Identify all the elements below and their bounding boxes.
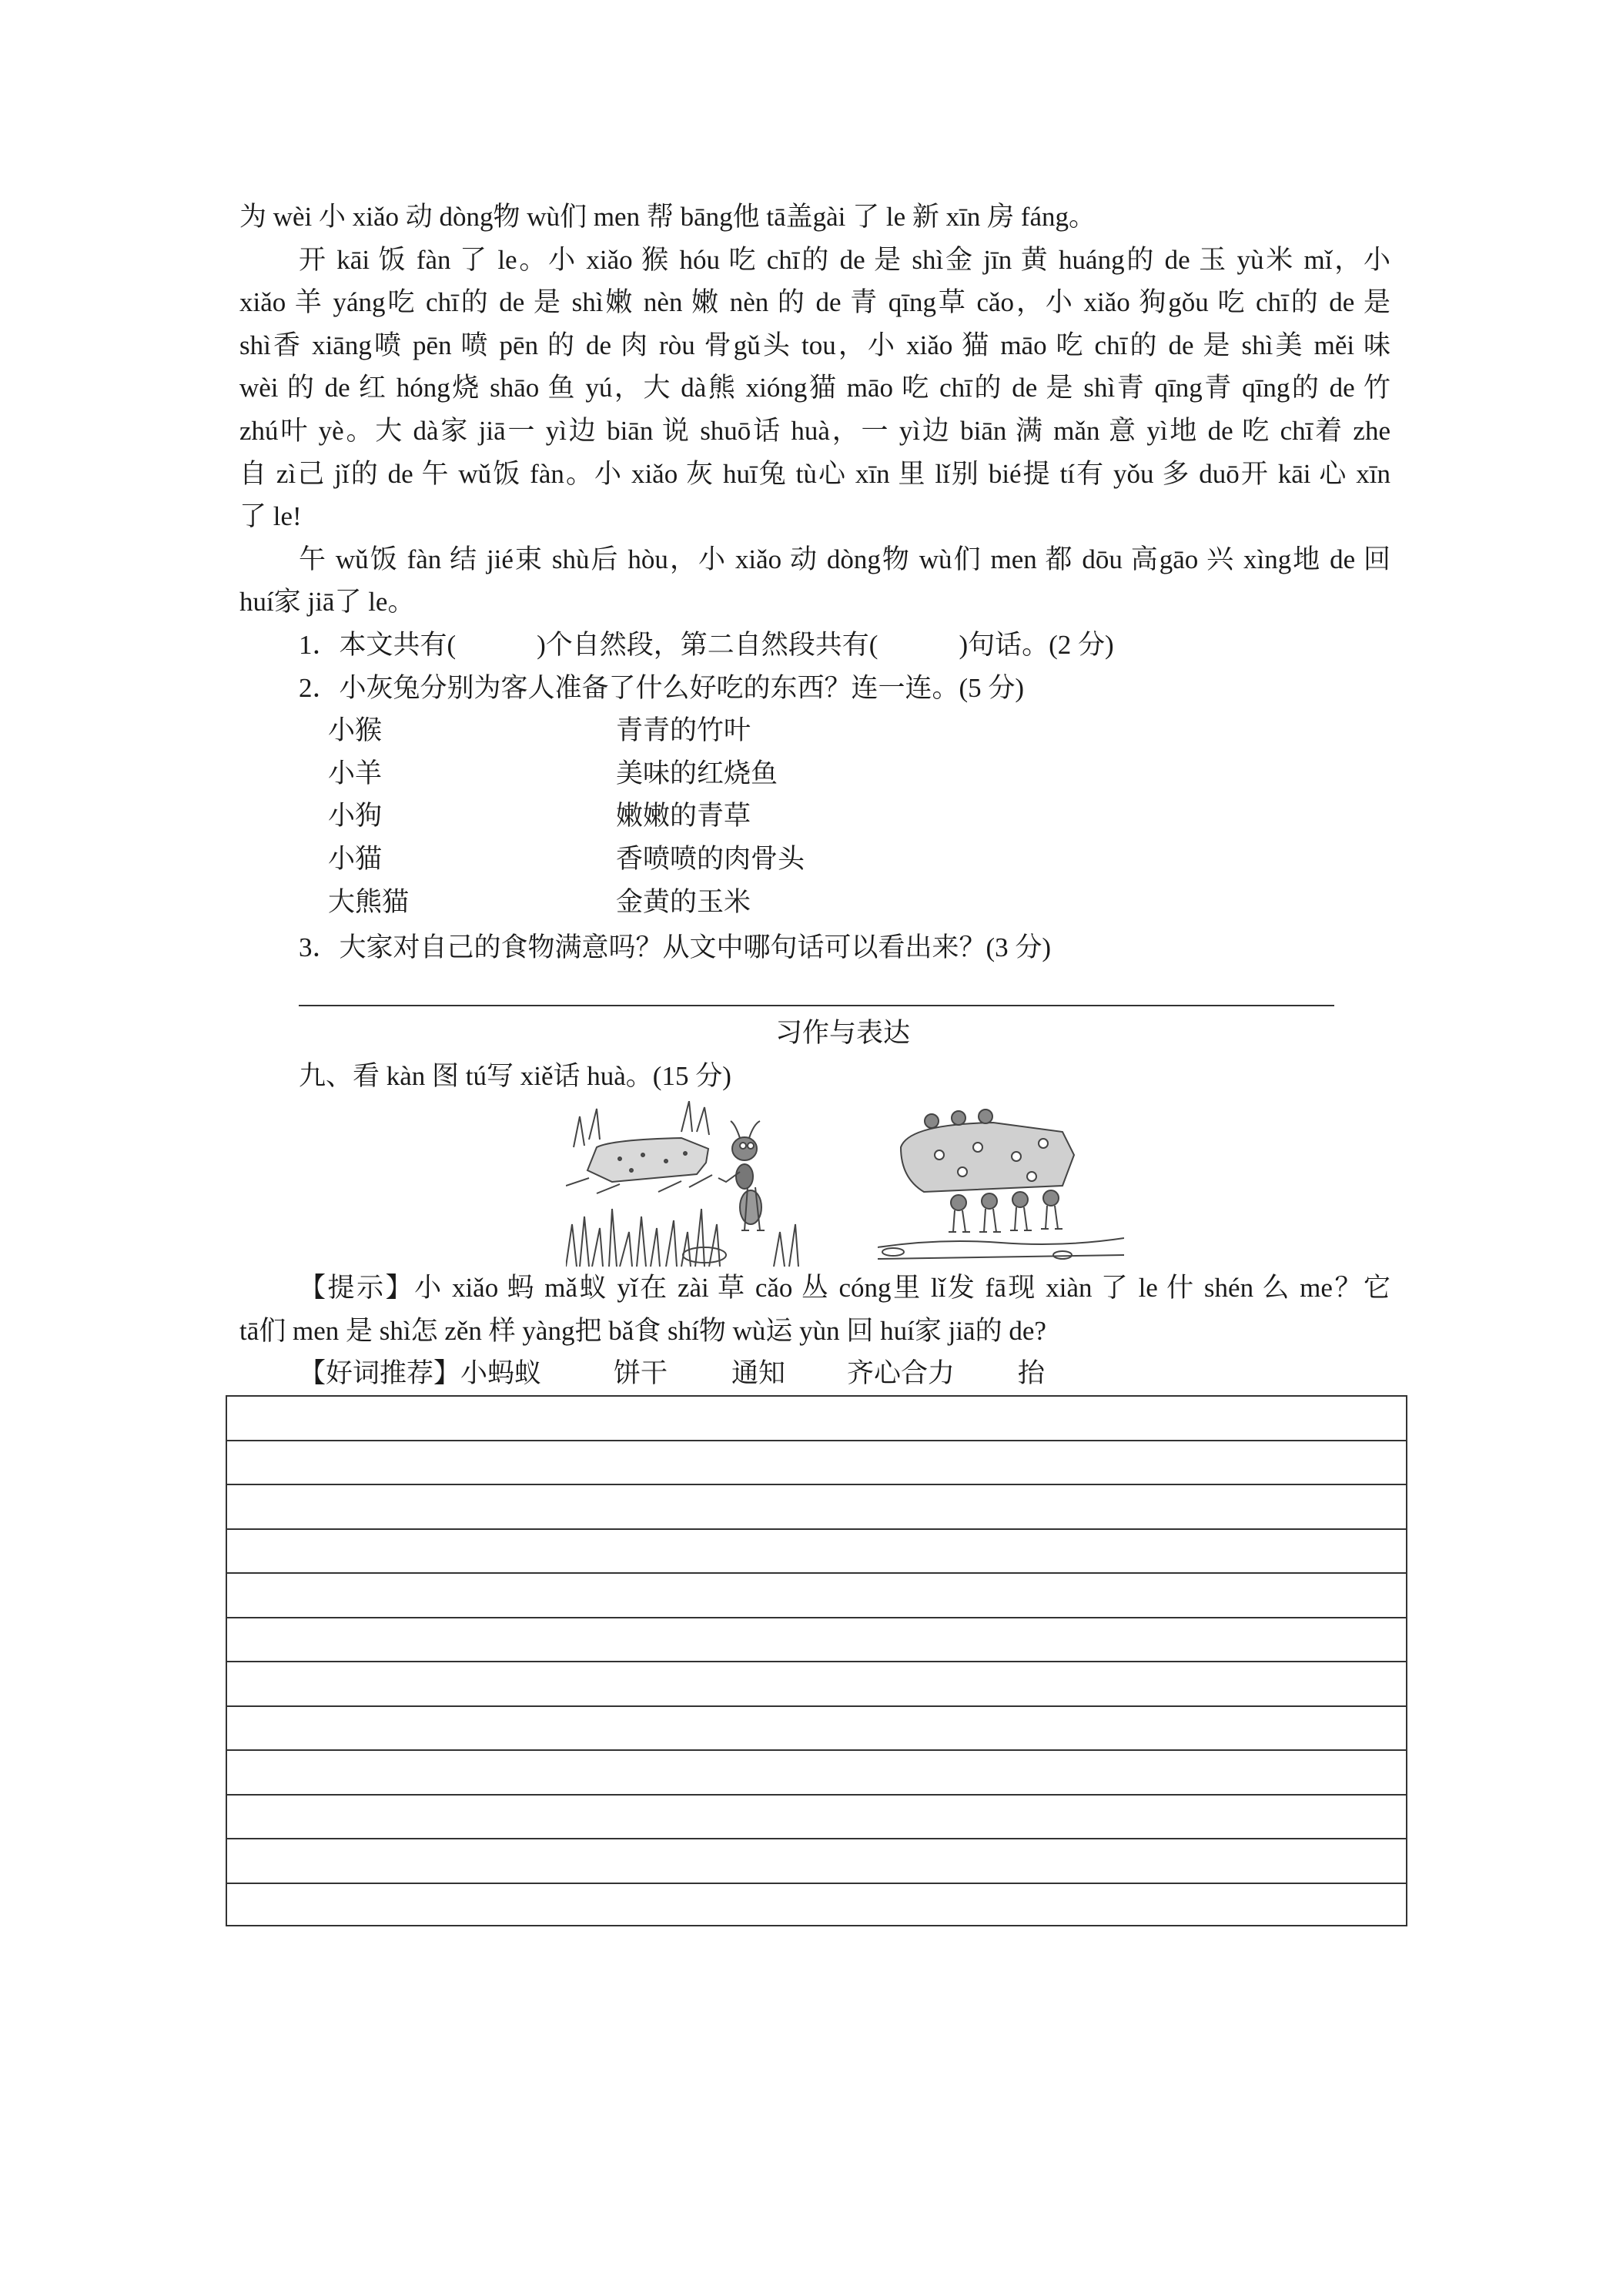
recommended-word: 饼干	[614, 1358, 668, 1388]
recommended-word: 小蚂蚁	[460, 1358, 542, 1388]
writing-line[interactable]	[227, 1883, 1406, 1884]
recommended-word: 齐心合力	[847, 1358, 955, 1388]
ants-carry-biscuit-picture	[878, 1101, 1124, 1267]
writing-area[interactable]	[226, 1395, 1407, 1926]
writing-line[interactable]	[227, 1484, 1406, 1485]
para2-line-3: shì香 xiāng喷 pēn 喷 pēn 的 de 肉 ròu 骨gǔ头 tou，小 xiǎo 猫 māo 吃 chī的 de 是 shì美 měi 味	[239, 330, 1390, 360]
writing-line[interactable]	[227, 1661, 1406, 1662]
para2-line-6: 自 zì己 jǐ的 de 午 wǔ饭 fàn。小 xiǎo 灰 huī兔 tù心 xīn 里 lǐ别 bié提 tí有 yǒu 多 duō开 kāi 心 xīn	[239, 459, 1390, 489]
hint-line-2: tā们 men 是 shì怎 zěn 样 yàng把 bǎ食 shí物 wù运 yùn 回 huí家 jiā的 de?	[239, 1316, 1046, 1346]
writing-line[interactable]	[227, 1705, 1406, 1707]
match-left-3: 小狗	[328, 801, 383, 831]
writing-line[interactable]	[227, 1440, 1406, 1441]
recommended-words-label: 【好词推荐】	[299, 1358, 461, 1388]
para2-line-1: 开 kāi 饭 fàn 了 le。小 xiǎo 猴 hóu 吃 chī的 de 是 shì金 jīn 黄 huáng的 de 玉 yù米 mǐ，小	[299, 245, 1390, 275]
para3-line-2: huí家 jiā了 le。	[239, 587, 415, 617]
writing-line[interactable]	[227, 1838, 1406, 1839]
question-3: 3．大家对自己的食物满意吗？从文中哪句话可以看出来？(3 分)	[299, 932, 1052, 962]
ant-finds-biscuit-picture	[566, 1101, 811, 1267]
para2-line-5: zhú叶 yè。大 dà家 jiā一 yì边 biān 说 shuō话 huà，一 yì边 biān 满 mǎn 意 yì地 de 吃 chī着 zhe	[239, 416, 1390, 446]
para2-line-4: wèi 的 de 红 hóng烧 shāo 鱼 yú，大 dà熊 xióng猫 māo 吃 chī的 de 是 shì青 qīng青 qīng的 de 竹	[239, 373, 1390, 403]
writing-line[interactable]	[227, 1528, 1406, 1530]
question-1: 1．本文共有( )个自然段，第二自然段共有( )句话。(2 分)	[299, 630, 1114, 660]
story-line-1: 为 wèi 小 xiǎo 动 dòng物 wù们 men 帮 bāng他 tā盖gài 了 le 新 xīn 房 fáng。	[239, 202, 1096, 232]
answer-line[interactable]	[299, 1005, 1334, 1006]
para2-line-7: 了 le!	[239, 501, 302, 531]
section-title: 习作与表达	[775, 1018, 911, 1048]
question-9-title: 九、看 kàn 图 tú写 xiě话 huà。(15 分)	[299, 1061, 731, 1091]
match-left-1: 小猴	[328, 715, 383, 745]
para3-line-1: 午 wǔ饭 fàn 结 jié束 shù后 hòu，小 xiǎo 动 dòng物 wù们 men 都 dōu 高gāo 兴 xìng地 de 回	[299, 544, 1390, 574]
match-right-2: 美味的红烧鱼	[616, 758, 778, 788]
match-right-3: 嫩嫩的青草	[616, 801, 751, 831]
hint-line-1: 【提示】小 xiǎo 蚂 mǎ蚁 yǐ在 zài 草 cǎo 丛 cóng里 lǐ发 fā现 xiàn 了 le 什 shén 么 me？它	[299, 1273, 1390, 1303]
match-left-5: 大熊猫	[328, 887, 410, 917]
writing-line[interactable]	[227, 1749, 1406, 1751]
para2-line-2: xiǎo 羊 yáng吃 chī的 de 是 shì嫩 nèn 嫩 nèn 的 de 青 qīng草 cǎo，小 xiǎo 狗gǒu 吃 chī的 de 是	[239, 287, 1390, 317]
match-right-5: 金黄的玉米	[616, 887, 751, 917]
writing-line[interactable]	[227, 1572, 1406, 1574]
writing-line[interactable]	[227, 1794, 1406, 1796]
match-left-2: 小羊	[328, 758, 383, 788]
question-2: 2．小灰兔分别为客人准备了什么好吃的东西？连一连。(5 分)	[299, 673, 1025, 703]
match-right-1: 青青的竹叶	[616, 715, 751, 745]
recommended-word: 通知	[731, 1358, 786, 1388]
recommended-word: 抬	[1018, 1358, 1046, 1388]
writing-line[interactable]	[227, 1617, 1406, 1618]
match-right-4: 香喷喷的肉骨头	[616, 844, 805, 874]
match-left-4: 小猫	[328, 844, 383, 874]
